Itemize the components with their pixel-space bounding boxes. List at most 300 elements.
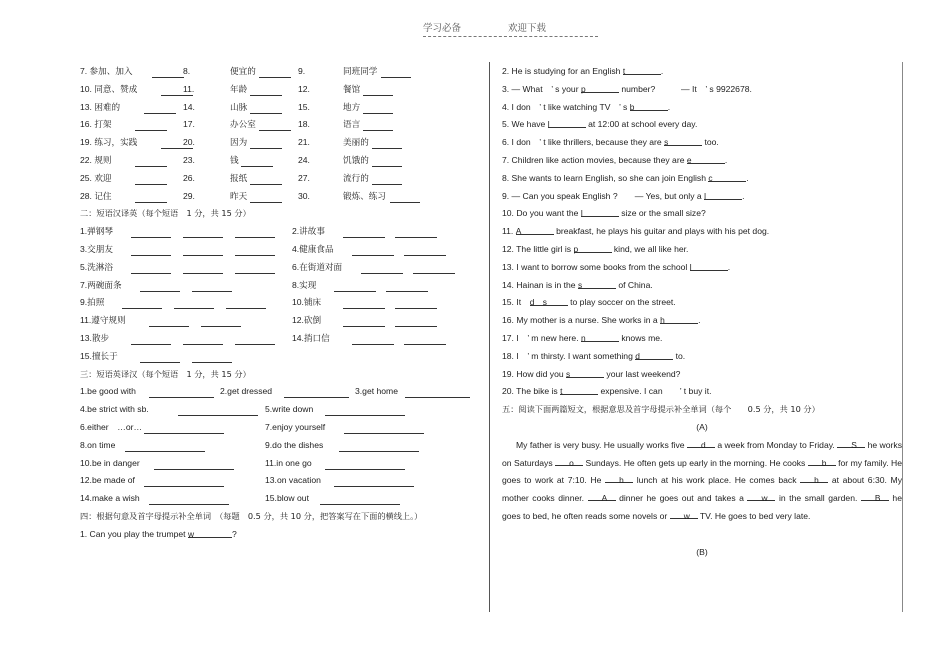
vocab-label: 因为 bbox=[230, 137, 248, 148]
phrase-answer-blank[interactable] bbox=[131, 226, 171, 238]
hint-letter: s bbox=[577, 279, 583, 290]
passage-text: My father is very busy. He usually works five bbox=[516, 439, 687, 450]
en-phrase-label: 12.be made of bbox=[80, 475, 135, 486]
passage-answer-blank[interactable] bbox=[687, 437, 715, 448]
question-row bbox=[502, 134, 912, 152]
phrase-answer-blank[interactable] bbox=[404, 333, 446, 345]
phrase-answer-blank[interactable] bbox=[386, 280, 428, 292]
en-phrase-row bbox=[80, 455, 485, 473]
en-phrase-label: 5.write down bbox=[265, 404, 314, 415]
hint-letter: b bbox=[629, 101, 635, 112]
vocab-label: 美丽的 bbox=[343, 137, 369, 148]
en-phrase-label: 9.do the dishes bbox=[265, 439, 324, 450]
cn-phrase-row bbox=[80, 294, 485, 312]
vocab-label: 8. bbox=[183, 66, 191, 76]
hint-letter: A bbox=[601, 493, 608, 504]
phrase-answer-blank[interactable] bbox=[183, 333, 223, 345]
cn-phrase-row bbox=[80, 330, 485, 348]
vocab-row bbox=[80, 63, 485, 81]
vocab-row bbox=[80, 116, 485, 134]
en-phrase-row bbox=[80, 419, 485, 437]
cn-phrase-label: 1.弹钢琴 bbox=[80, 226, 113, 237]
vocab-label: 地方 bbox=[343, 101, 361, 112]
phrase-answer-blank[interactable] bbox=[320, 493, 400, 505]
answer-blank[interactable] bbox=[516, 223, 554, 235]
vocab-row bbox=[80, 170, 485, 188]
passage-text: he goes to bed, he often reads some novels or bbox=[502, 493, 902, 521]
en-phrase-label: 14.make a wish bbox=[80, 493, 140, 504]
vocab-label: 11. bbox=[183, 83, 195, 94]
cn-phrase-row bbox=[80, 223, 485, 241]
question-row bbox=[502, 294, 912, 312]
vocab-answer-blank[interactable] bbox=[372, 155, 402, 167]
hint-letter: p bbox=[580, 83, 586, 94]
phrase-answer-blank[interactable] bbox=[404, 244, 446, 256]
question-text: kind, we all like her. bbox=[611, 243, 689, 254]
question-text: number? — It ’ s 9922678. bbox=[618, 83, 752, 94]
answer-blank[interactable] bbox=[689, 259, 731, 272]
question-text: knows me. bbox=[618, 332, 663, 343]
answer-blank[interactable] bbox=[578, 277, 616, 289]
vocab-label: 29. bbox=[183, 190, 195, 201]
phrase-answer-blank[interactable] bbox=[334, 280, 376, 292]
en-phrase-label: 3.get home bbox=[355, 386, 398, 397]
vocab-label: 26. bbox=[183, 172, 195, 183]
vocab-label: 同班同学 bbox=[343, 66, 378, 76]
left-column bbox=[80, 63, 485, 544]
question-text: too. bbox=[702, 137, 719, 148]
section-five-title: 五：阅读下面两篇短文，根据意思及首字母提示补全单词（每个 0.5 分，共 10 分） bbox=[502, 404, 820, 415]
vocab-label: 昨天 bbox=[230, 190, 248, 201]
vocab-label: 28. 记住 bbox=[80, 190, 112, 201]
vocab-label: 21. bbox=[298, 137, 310, 148]
phrase-answer-blank[interactable] bbox=[144, 475, 224, 487]
vocab-label: 9. bbox=[298, 66, 306, 76]
vocab-row bbox=[80, 152, 485, 170]
answer-blank[interactable] bbox=[686, 152, 728, 165]
phrase-answer-blank[interactable] bbox=[149, 315, 189, 327]
vocab-answer-blank[interactable] bbox=[381, 66, 411, 78]
answer-blank[interactable] bbox=[704, 188, 745, 201]
passage-answer-blank[interactable] bbox=[800, 472, 828, 486]
vocab-label: 锻炼、练习 bbox=[343, 190, 386, 201]
vocab-label: 年龄 bbox=[230, 83, 248, 94]
hint-letter: d bbox=[635, 350, 640, 361]
question-text: . bbox=[660, 66, 664, 76]
vocab-label: 语言 bbox=[343, 119, 361, 130]
phrase-answer-blank[interactable] bbox=[395, 297, 437, 309]
en-phrase-label: 13.on vacation bbox=[265, 475, 321, 486]
phrase-answer-blank[interactable] bbox=[235, 262, 275, 274]
question-row bbox=[502, 81, 912, 99]
answer-blank[interactable] bbox=[708, 170, 749, 183]
question-text: 18. I ’ m thirsty. I want something bbox=[502, 350, 636, 361]
cn-phrase-row bbox=[80, 241, 485, 259]
question-text: size or the small size? bbox=[618, 208, 706, 219]
cn-phrase-label: 11.遵守规则 bbox=[80, 315, 126, 326]
phrase-answer-blank[interactable] bbox=[201, 315, 241, 327]
question-row bbox=[502, 277, 912, 295]
question-row bbox=[502, 99, 912, 117]
hint-letter: l bbox=[580, 208, 583, 219]
question-row bbox=[502, 188, 912, 206]
vocab-label: 报纸 bbox=[230, 172, 248, 183]
question-text: expensive. I can ’ t buy it. bbox=[598, 386, 712, 397]
question-text: 17. I ’ m new here. bbox=[502, 332, 581, 343]
spacer bbox=[502, 526, 912, 544]
vocab-answer-blank[interactable] bbox=[241, 155, 273, 167]
en-phrase-row bbox=[80, 472, 485, 490]
cn-phrase-label: 7.两碗面条 bbox=[80, 279, 122, 290]
vocab-label: 餐馆 bbox=[343, 83, 361, 94]
vocab-label: 19. 练习，实践 bbox=[80, 137, 138, 148]
question-row bbox=[502, 205, 912, 223]
question-row bbox=[502, 330, 912, 348]
hint-letter: w bbox=[761, 493, 768, 504]
question-text: 13. I want to borrow some books from the school bbox=[502, 261, 690, 272]
question-text: . bbox=[746, 172, 749, 183]
hint-letter: w bbox=[683, 510, 690, 521]
question-text: 20. The bike is bbox=[502, 386, 561, 397]
passage-text: TV. He goes to bed very late. bbox=[697, 510, 811, 521]
column-divider bbox=[489, 62, 490, 612]
question-text: 11. bbox=[502, 226, 516, 237]
passage-text: in the small garden. bbox=[775, 493, 861, 504]
passage-answer-blank[interactable] bbox=[605, 472, 633, 486]
phrase-answer-blank[interactable] bbox=[352, 244, 394, 256]
phrase-answer-blank[interactable] bbox=[192, 280, 232, 292]
vocab-label: 23. bbox=[183, 154, 195, 165]
vocab-answer-blank[interactable] bbox=[390, 191, 420, 203]
passage-answer-blank[interactable] bbox=[588, 490, 616, 504]
vocab-answer-blank[interactable] bbox=[372, 173, 402, 185]
phrase-answer-blank[interactable] bbox=[183, 244, 223, 256]
answer-blank[interactable] bbox=[188, 526, 232, 538]
en-phrase-label: 10.be in danger bbox=[80, 457, 140, 468]
cn-phrase-label: 9.拍照 bbox=[80, 297, 105, 308]
hint-letter: t bbox=[622, 66, 626, 76]
question-text: 5. We have bbox=[502, 119, 548, 130]
vocab-label: 钱 bbox=[230, 154, 239, 165]
vocab-label: 山脉 bbox=[230, 101, 248, 112]
passage-answer-blank[interactable] bbox=[670, 508, 698, 519]
phrase-answer-blank[interactable] bbox=[122, 297, 162, 309]
vocab-answer-blank[interactable] bbox=[144, 102, 176, 114]
cn-phrase-label: 2.讲故事 bbox=[292, 226, 325, 237]
hint-letter: t bbox=[560, 386, 563, 397]
vocab-label: 25. 欢迎 bbox=[80, 172, 112, 183]
phrase-answer-blank[interactable] bbox=[140, 280, 180, 292]
phrase-answer-blank[interactable] bbox=[325, 458, 405, 470]
question-row bbox=[502, 170, 912, 188]
vocab-label: 27. bbox=[298, 172, 310, 183]
section-three-title: 三：短语英译汉（每个短语 1 分，共 15 分） bbox=[80, 368, 251, 379]
phrase-answer-blank[interactable] bbox=[131, 244, 171, 256]
en-phrase-label: 8.on time bbox=[80, 439, 116, 450]
phrase-answer-blank[interactable] bbox=[125, 440, 205, 452]
passage-answer-blank[interactable] bbox=[747, 490, 775, 504]
phrase-answer-blank[interactable] bbox=[235, 333, 275, 345]
question-text: 6. I don ’ t like thrillers, because they are bbox=[502, 137, 665, 148]
question-text: to. bbox=[673, 350, 686, 361]
vocab-answer-blank[interactable] bbox=[250, 173, 282, 185]
question-text: 8. She wants to learn English, so she can join English bbox=[502, 172, 709, 183]
answer-blank[interactable] bbox=[560, 383, 598, 395]
passage-answer-blank[interactable] bbox=[861, 490, 889, 504]
passage-answer-blank[interactable] bbox=[837, 437, 865, 448]
hint-letter: h bbox=[619, 475, 624, 486]
question-row bbox=[502, 223, 912, 241]
answer-blank[interactable] bbox=[581, 81, 619, 93]
passage-answer-blank[interactable] bbox=[808, 455, 836, 466]
phrase-answer-blank[interactable] bbox=[154, 458, 234, 470]
vocab-row bbox=[80, 81, 485, 99]
hint-letter: p bbox=[573, 243, 579, 254]
cn-phrase-label: 12.砍倒 bbox=[292, 315, 322, 326]
question-text: . bbox=[727, 261, 731, 272]
question-row bbox=[502, 63, 912, 81]
vocab-label: 24. bbox=[298, 154, 310, 165]
phrase-answer-blank[interactable] bbox=[395, 226, 437, 238]
en-phrase-label: 4.be strict with sb. bbox=[80, 404, 149, 415]
answer-blank[interactable] bbox=[574, 241, 612, 253]
passage-b-label: (B) bbox=[696, 546, 708, 557]
phrase-answer-blank[interactable] bbox=[352, 333, 394, 345]
page-header bbox=[423, 20, 598, 37]
phrase-answer-blank[interactable] bbox=[334, 475, 414, 487]
phrase-answer-blank[interactable] bbox=[131, 262, 171, 274]
question-text: of China. bbox=[615, 279, 653, 290]
question-text: . bbox=[724, 154, 728, 165]
vocab-label: 10. 同意、赞成 bbox=[80, 83, 138, 94]
question-text: at 12:00 at school every day. bbox=[585, 119, 698, 130]
hint-letter: s bbox=[664, 137, 669, 148]
right-column bbox=[502, 63, 912, 561]
vocab-answer-blank[interactable] bbox=[363, 102, 393, 114]
phrase-answer-blank[interactable] bbox=[235, 226, 275, 238]
question-tail: ? bbox=[231, 528, 237, 539]
hint-letter: o bbox=[569, 457, 574, 468]
vocab-answer-blank[interactable] bbox=[250, 84, 282, 96]
cn-phrase-row bbox=[80, 277, 485, 295]
answer-blank[interactable] bbox=[622, 63, 664, 76]
vocab-answer-blank[interactable] bbox=[259, 119, 291, 131]
passage-a-text bbox=[502, 437, 902, 526]
hint-letter: d bbox=[700, 439, 706, 450]
vocab-answer-blank[interactable] bbox=[259, 66, 291, 78]
phrase-answer-blank[interactable] bbox=[235, 244, 275, 256]
phrase-answer-blank[interactable] bbox=[339, 440, 419, 452]
question-text: . bbox=[667, 101, 671, 112]
vocab-label: 14. bbox=[183, 101, 195, 112]
hint-letter: d s bbox=[529, 297, 547, 308]
cn-phrase-label: 4.健康食品 bbox=[292, 243, 334, 254]
hint-letter: B bbox=[874, 493, 881, 504]
phrase-answer-blank[interactable] bbox=[183, 262, 223, 274]
question-row bbox=[80, 526, 485, 544]
vocab-label: 便宜的 bbox=[230, 66, 256, 76]
hint-letter: l bbox=[689, 261, 692, 272]
question-text: to play soccer on the street. bbox=[567, 297, 676, 308]
question-text: . bbox=[698, 315, 701, 326]
phrase-answer-blank[interactable] bbox=[144, 422, 224, 434]
vocab-answer-blank[interactable] bbox=[135, 191, 167, 203]
phrase-answer-blank[interactable] bbox=[343, 297, 385, 309]
cn-phrase-label: 5.洗淋浴 bbox=[80, 261, 113, 272]
vocab-label: 16. 打架 bbox=[80, 119, 112, 130]
hint-letter: h bbox=[660, 315, 665, 326]
phrase-answer-blank[interactable] bbox=[343, 226, 385, 238]
answer-blank[interactable] bbox=[548, 116, 586, 128]
hint-letter: S bbox=[851, 439, 857, 450]
vocab-label: 7. 参加、加入 bbox=[80, 66, 133, 76]
cn-phrase-label: 3.交朋友 bbox=[80, 243, 113, 254]
passage-text: lunch at his work place. He comes back bbox=[633, 475, 801, 486]
question-text: 16. My mother is a nurse. She works in a bbox=[502, 315, 661, 326]
question-text: 14. Hainan is in the bbox=[502, 279, 578, 290]
hint-letter: e bbox=[686, 154, 692, 165]
phrase-answer-blank[interactable] bbox=[405, 386, 470, 398]
vocab-answer-blank[interactable] bbox=[250, 191, 282, 203]
vocab-answer-blank[interactable] bbox=[161, 137, 193, 149]
vocab-label: 13. 困难的 bbox=[80, 101, 121, 112]
header-left-text: 学习必备 bbox=[423, 23, 462, 34]
question-text: . bbox=[742, 190, 745, 201]
hint-letter: l bbox=[547, 119, 550, 130]
question-text: 1. Can you play the trumpet bbox=[80, 528, 188, 539]
question-text: 4. I don ’ t like watching TV ’ s bbox=[502, 101, 630, 112]
cn-phrase-label: 15.擅长于 bbox=[80, 350, 118, 361]
hint-letter: s bbox=[566, 368, 571, 379]
passage-a-label: (A) bbox=[696, 421, 708, 432]
question-text: 9. — Can you speak English ? — Yes, but only a bbox=[502, 190, 705, 201]
question-text: 3. — What ’ s your bbox=[502, 83, 581, 94]
phrase-answer-blank[interactable] bbox=[325, 404, 405, 416]
section-four-title: 四：根据句意及首字母提示补全单词 （每题 0.5 分，共 10 分，把答案写在下面的横线上。） bbox=[80, 510, 423, 521]
vocab-answer-blank[interactable] bbox=[250, 102, 282, 114]
hint-letter: h bbox=[814, 475, 819, 486]
question-row bbox=[502, 259, 912, 277]
vocab-row bbox=[80, 99, 485, 117]
en-phrase-label: 2.get dressed bbox=[220, 386, 273, 397]
en-phrase-label: 7.enjoy yourself bbox=[265, 421, 326, 432]
vocab-answer-blank[interactable] bbox=[363, 84, 393, 96]
vocab-row bbox=[80, 134, 485, 152]
question-text: breakfast, he plays his guitar and plays with his pet dog. bbox=[553, 226, 770, 237]
en-phrase-label: 1.be good with bbox=[80, 386, 136, 397]
vocab-label: 22. 规则 bbox=[80, 154, 112, 165]
en-phrase-label: 11.in one go bbox=[265, 457, 312, 468]
passage-text: at about 6:30. My mother cooks dinner. bbox=[502, 475, 903, 504]
phrase-answer-blank[interactable] bbox=[344, 422, 424, 434]
answer-blank[interactable] bbox=[635, 348, 673, 360]
hint-letter: l bbox=[704, 190, 706, 201]
phrase-answer-blank[interactable] bbox=[183, 226, 223, 238]
vocab-label: 12. bbox=[298, 83, 310, 94]
phrase-answer-blank[interactable] bbox=[140, 351, 180, 363]
vocab-answer-blank[interactable] bbox=[250, 137, 282, 149]
phrase-answer-blank[interactable] bbox=[149, 386, 214, 398]
cn-phrase-row bbox=[80, 259, 485, 277]
answer-blank[interactable] bbox=[629, 99, 671, 112]
phrase-answer-blank[interactable] bbox=[361, 262, 403, 274]
passage-text: for my family. He goes to work at 7:10. He bbox=[502, 457, 902, 486]
vocab-label: 30. bbox=[298, 190, 310, 201]
phrase-answer-blank[interactable] bbox=[226, 297, 266, 309]
phrase-answer-blank[interactable] bbox=[395, 315, 437, 327]
question-text: 19. How did you bbox=[502, 368, 567, 379]
en-phrase-row bbox=[80, 383, 485, 401]
cn-phrase-label: 10.铺床 bbox=[292, 297, 322, 308]
cn-phrase-label: 14.捎口信 bbox=[292, 332, 330, 343]
vocab-answer-blank[interactable] bbox=[363, 119, 393, 131]
phrase-answer-blank[interactable] bbox=[131, 333, 171, 345]
phrase-answer-blank[interactable] bbox=[178, 404, 258, 416]
answer-blank[interactable] bbox=[581, 205, 619, 217]
vocab-answer-blank[interactable] bbox=[135, 173, 167, 185]
answer-blank[interactable] bbox=[581, 330, 619, 342]
question-row bbox=[502, 366, 912, 384]
en-phrase-row bbox=[80, 401, 485, 419]
cn-phrase-label: 13.散步 bbox=[80, 332, 110, 343]
vocab-label: 15. bbox=[298, 101, 310, 112]
answer-blank[interactable] bbox=[530, 294, 568, 306]
phrase-answer-blank[interactable] bbox=[174, 297, 214, 309]
cn-phrase-label: 8.实现 bbox=[292, 279, 317, 290]
answer-blank[interactable] bbox=[664, 134, 702, 146]
phrase-answer-blank[interactable] bbox=[149, 493, 229, 505]
question-text: 10. Do you want the bbox=[502, 208, 581, 219]
question-row bbox=[502, 348, 912, 366]
phrase-answer-blank[interactable] bbox=[413, 262, 455, 274]
question-row bbox=[502, 116, 912, 134]
hint-letter: c bbox=[708, 172, 713, 183]
passage-text: Sundays. He often gets up early in the morning. He cooks bbox=[583, 457, 808, 468]
passage-text: dinner he goes out and takes a bbox=[615, 493, 748, 504]
section-two-title: 二：短语汉译英（每个短语 1 分，共 15 分） bbox=[80, 208, 251, 219]
question-row bbox=[502, 383, 912, 401]
question-row bbox=[502, 312, 912, 330]
en-phrase-label: 6.either …or… bbox=[80, 421, 143, 432]
vocab-answer-blank[interactable] bbox=[372, 137, 402, 149]
phrase-answer-blank[interactable] bbox=[343, 315, 385, 327]
answer-blank[interactable] bbox=[566, 366, 604, 378]
answer-blank[interactable] bbox=[660, 312, 701, 326]
vocab-answer-blank[interactable] bbox=[161, 84, 193, 96]
vocab-label: 流行的 bbox=[343, 172, 369, 183]
passage-text: he works on Saturdays bbox=[502, 439, 902, 468]
cn-phrase-label: 6.在街道对面 bbox=[292, 261, 343, 272]
question-text: 7. Children like action movies, because they are bbox=[502, 154, 687, 165]
vocab-label: 17. bbox=[183, 119, 195, 130]
en-phrase-label: 15.blow out bbox=[265, 493, 309, 504]
hint-letter: w bbox=[187, 528, 195, 539]
phrase-answer-blank[interactable] bbox=[284, 386, 349, 398]
passage-text: a week from Monday to Friday. bbox=[714, 439, 838, 450]
vocab-answer-blank[interactable] bbox=[152, 66, 184, 78]
cn-phrase-row bbox=[80, 312, 485, 330]
vocab-row bbox=[80, 188, 485, 206]
vocab-label: 20. bbox=[183, 137, 195, 148]
vocab-answer-blank[interactable] bbox=[135, 119, 167, 131]
phrase-answer-blank[interactable] bbox=[192, 351, 232, 363]
header-right-text: 欢迎下载 bbox=[508, 23, 547, 34]
vocab-answer-blank[interactable] bbox=[135, 155, 167, 167]
question-text: 2. He is studying for an English bbox=[502, 66, 623, 76]
cn-phrase-row bbox=[80, 348, 485, 366]
passage-answer-blank[interactable] bbox=[555, 455, 583, 466]
en-phrase-row bbox=[80, 437, 485, 455]
